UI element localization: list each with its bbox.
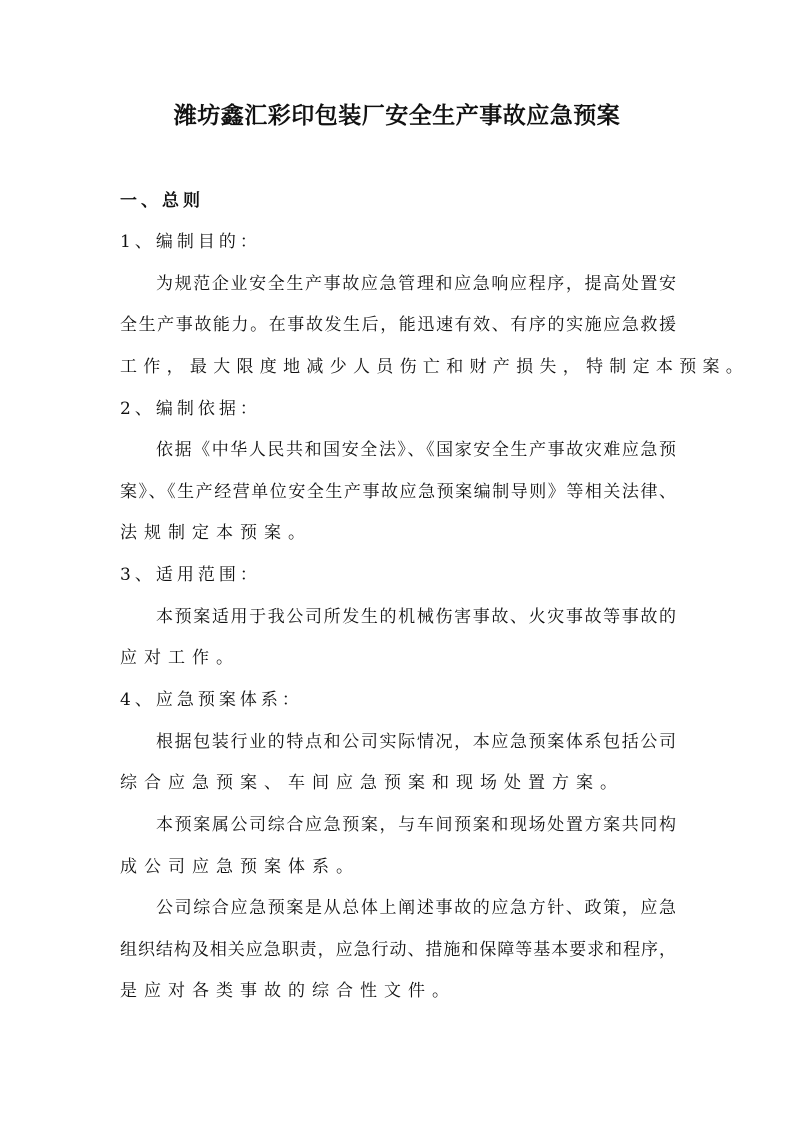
subsection-heading-scope: 3、适用范围： bbox=[120, 565, 261, 585]
subsection-heading-purpose: 1、编制目的： bbox=[120, 232, 261, 252]
paragraph-line: 成公司应急预案体系。 bbox=[120, 857, 360, 877]
paragraph-line: 案》、《生产经营单位安全生产事故应急预案编制导则》等相关法律、 bbox=[120, 482, 676, 502]
paragraph-line: 依据《中华人民共和国安全法》、《国家安全生产事故灾难应急预 bbox=[156, 440, 676, 460]
paragraph-line: 工作，最大限度地减少人员伤亡和财产损失，特制定本预案。 bbox=[120, 357, 750, 377]
paragraph-line: 综合应急预案、车间应急预案和现场处置方案。 bbox=[120, 773, 624, 793]
paragraph-line: 是应对各类事故的综合性文件。 bbox=[120, 981, 456, 1001]
document-title: 潍坊鑫汇彩印包装厂安全生产事故应急预案 bbox=[173, 102, 621, 129]
paragraph-line: 应对工作。 bbox=[120, 648, 240, 668]
paragraph-line: 法规制定本预案。 bbox=[120, 523, 312, 543]
paragraph-line: 本预案属公司综合应急预案，与车间预案和现场处置方案共同构 bbox=[156, 815, 676, 835]
subsection-heading-basis: 2、编制依据： bbox=[120, 399, 261, 419]
paragraph-line: 本预案适用于我公司所发生的机械伤害事故、火灾事故等事故的 bbox=[156, 607, 676, 627]
paragraph-line: 组织结构及相关应急职责，应急行动、措施和保障等基本要求和程序， bbox=[120, 940, 676, 960]
paragraph-line: 全生产事故能力。在事故发生后，能迅速有效、有序的实施应急救援 bbox=[120, 315, 676, 335]
subsection-heading-system: 4、应急预案体系： bbox=[120, 690, 303, 710]
section-heading-general: 一、总则 bbox=[120, 191, 204, 211]
paragraph-line: 为规范企业安全生产事故应急管理和应急响应程序，提高处置安 bbox=[156, 274, 676, 294]
paragraph-line: 根据包装行业的特点和公司实际情况，本应急预案体系包括公司 bbox=[156, 732, 676, 752]
paragraph-line: 公司综合应急预案是从总体上阐述事故的应急方针、政策，应急 bbox=[156, 898, 676, 918]
